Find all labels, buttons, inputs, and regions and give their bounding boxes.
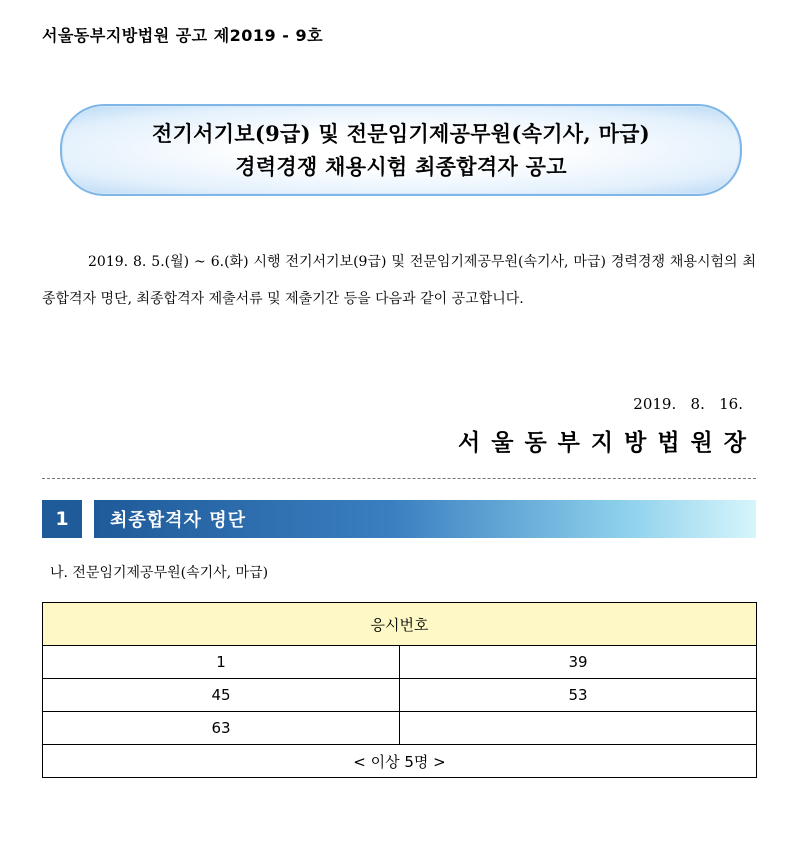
table-row [43, 679, 757, 712]
table-cell: 63 [43, 712, 400, 745]
table-cell: 39 [400, 646, 757, 679]
table-footer-row [43, 745, 757, 778]
table-cell: 45 [43, 679, 400, 712]
signer-name: 서울동부지방법원장 [458, 429, 757, 456]
section-header [42, 500, 756, 538]
announcement-date: 2019. 8. 16. [633, 395, 743, 413]
results-table [42, 602, 757, 778]
notice-number: 서울동부지방법원 공고 제2019 - 9호 [42, 26, 324, 45]
sub-heading: 나. 전문임기제공무원(속기사, 마급) [50, 565, 269, 581]
table-row [43, 712, 757, 745]
table-header-row [43, 603, 757, 646]
title-line-1: 전기서기보(9급) 및 전문임기제공무원(속기사, 마급) [151, 121, 651, 146]
section-title-bar [94, 500, 756, 538]
table-header-cell: 응시번호 [43, 603, 757, 646]
section-number: 1 [42, 500, 82, 538]
table-footer-cell: < 이상 5명 > [43, 745, 757, 778]
section-title: 최종합격자 명단 [110, 510, 246, 531]
table-cell [400, 712, 757, 745]
announcement-body: 2019. 8. 5.(월) ~ 6.(화) 시행 전기서기보(9급) 및 전문임기제공무원(속기사, 마급) 경력경쟁 채용시험의 최종합격자 명단, 최종합격자 제출서류 및 제출기간 등을 다음과 같이 공고합니다. [42, 254, 756, 307]
table-cell: 53 [400, 679, 757, 712]
table-cell: 1 [43, 646, 400, 679]
title-line-2: 경력경쟁 채용시험 최종합격자 공고 [235, 154, 567, 179]
title-banner [60, 104, 742, 196]
table-row [43, 646, 757, 679]
dashed-divider [42, 478, 756, 479]
